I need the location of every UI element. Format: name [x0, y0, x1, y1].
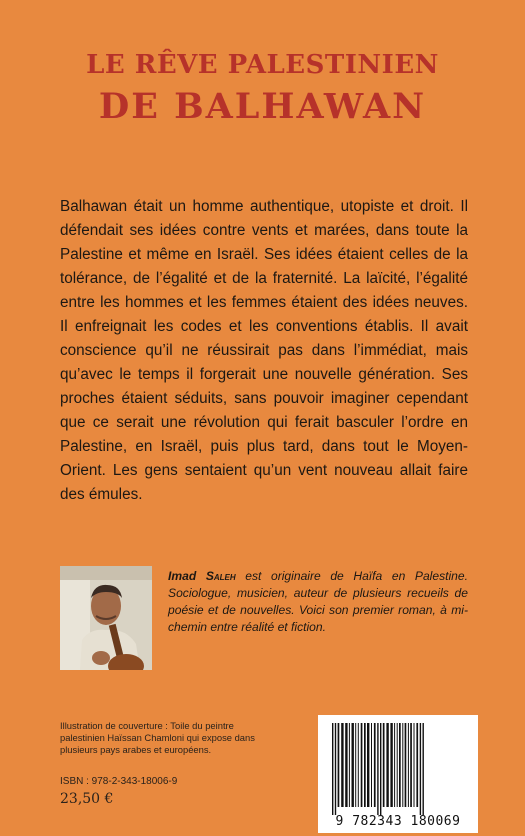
- barcode-bar: [399, 723, 401, 807]
- back-cover-blurb: Balhawan était un homme authentique, utopiste et droit. Il défendait ses idées contre vents et marées, dans toute la Palestine et même en Israël. Ses idées étaient celles de la tolérance, de l’égalité et de la fraternité. La laïcité, l’égalité entre les hommes et les femmes étaient des idées neuves. Il enfreignait les codes et les conventions établis. Il avait conscience qu’il ne réussirait pas dans l’immédiat, mais qu’avec le temps il forgerait une nouvelle génération. Ses proches étaient séduits, sans pouvoir imaginer cependant que ce serait une révolution qui ferait basculer l’ordre en Palestine, en Israël, puis plus tard, dans tout le Moyen-Orient. Les gens sentaient qu’un vent nouveau allait faire des émules.: [60, 198, 468, 504]
- barcode-bar: [397, 723, 398, 807]
- author-name: Imad Saleh: [168, 569, 236, 583]
- barcode-bar: [364, 723, 366, 807]
- barcode-bar: [414, 723, 415, 807]
- author-photo: [60, 566, 152, 670]
- barcode-bar: [416, 723, 418, 807]
- illustration-credit: Illustration de couverture : Toile du peintre palestinien Haïssan Chamloni qui expose dans plusieurs pays arabes et européens.: [60, 720, 255, 755]
- barcode-bar: [374, 723, 376, 807]
- isbn-text: ISBN : 978-2-343-18006-9: [60, 776, 178, 787]
- barcode-bar: [377, 723, 378, 815]
- barcode-bar: [341, 723, 343, 807]
- barcode-bar: [386, 723, 388, 807]
- barcode-bar: [332, 723, 333, 815]
- barcode-bar: [402, 723, 403, 807]
- barcode-bar: [335, 723, 336, 815]
- barcode-bar: [380, 723, 381, 815]
- author-bio: [168, 568, 468, 636]
- barcode-bar: [361, 723, 363, 807]
- price-text: 23,50 €: [60, 791, 114, 807]
- barcode-bar: [358, 723, 359, 807]
- barcode-bar: [355, 723, 356, 807]
- barcode-bar: [423, 723, 424, 815]
- author-bio-text: est originaire de Haïfa en Palestine. Sociologue, musicien, auteur de plusieurs recueils de poésie et de nouvelles. Voici son premier roman, à mi-chemin entre réalité et fiction.: [168, 569, 468, 634]
- barcode-digits: 9 782343 180069: [335, 814, 461, 829]
- barcode-bar: [410, 723, 412, 807]
- barcode-bar: [405, 723, 407, 807]
- barcode-bar: [371, 723, 372, 807]
- barcode-bar: [367, 723, 369, 807]
- barcode: [318, 715, 478, 833]
- barcode-bar: [408, 723, 409, 807]
- barcode-bar: [349, 723, 350, 807]
- barcode-bar: [390, 723, 392, 807]
- barcode-bar: [345, 723, 347, 807]
- barcode-bar: [420, 723, 421, 815]
- barcode-bar: [338, 723, 340, 807]
- book-title-line-2: DE BALHAWAN: [98, 86, 427, 127]
- barcode-bar: [352, 723, 354, 807]
- barcode-bar: [383, 723, 385, 807]
- book-title-line-1: LE RÊVE PALESTINIEN: [86, 50, 439, 80]
- barcode-bar: [394, 723, 395, 807]
